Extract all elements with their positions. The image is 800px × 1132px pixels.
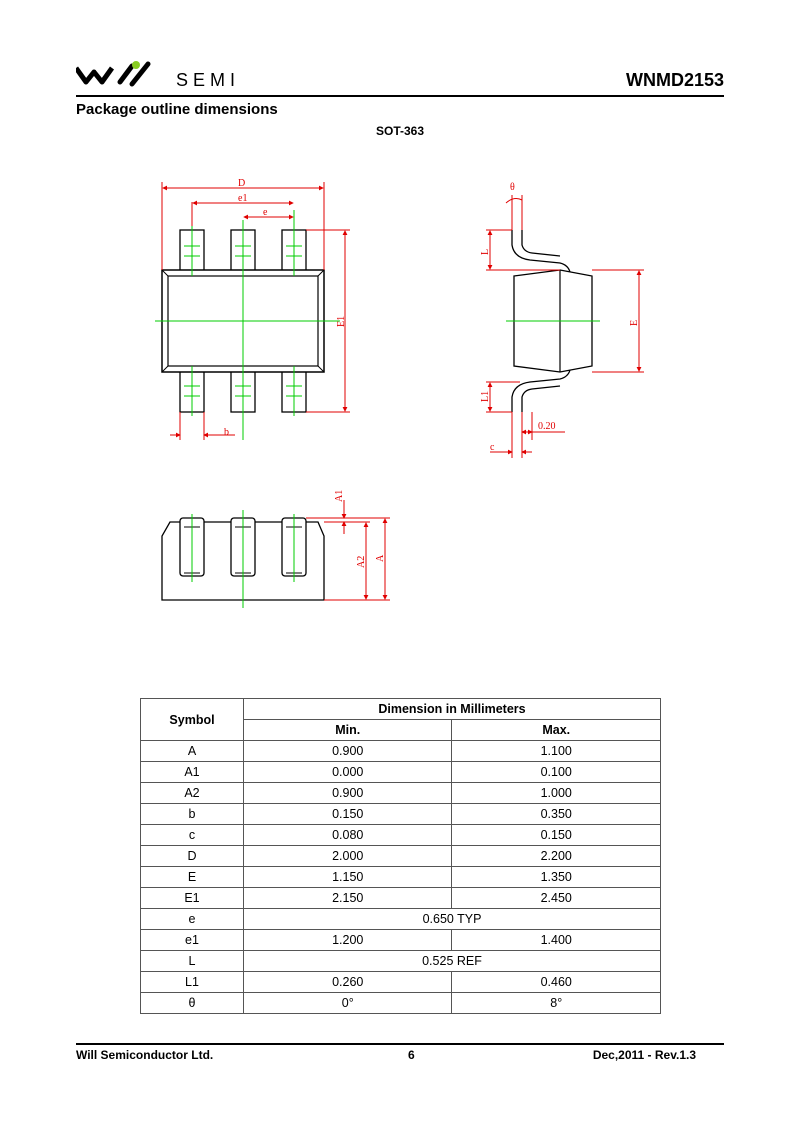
symbol-cell: D	[141, 846, 244, 867]
symbol-cell: e1	[141, 930, 244, 951]
table-row	[141, 972, 661, 993]
max-value-cell: 8°	[452, 993, 661, 1014]
symbol-cell: L	[141, 951, 244, 972]
max-value-cell: 1.400	[452, 930, 661, 951]
typical-value-cell: 0.650 TYP	[244, 909, 661, 930]
max-value-cell: 0.100	[452, 762, 661, 783]
footer-divider	[76, 1043, 724, 1045]
max-value-cell: 0.460	[452, 972, 661, 993]
table-row	[141, 930, 661, 951]
dim-label-L: L	[480, 248, 491, 255]
footer-company: Will Semiconductor Ltd.	[76, 1048, 214, 1062]
table-row	[141, 783, 661, 804]
min-value-cell: 0°	[244, 993, 452, 1014]
end-view	[162, 490, 390, 608]
symbol-cell: E1	[141, 888, 244, 909]
min-value-cell: 0.000	[244, 762, 452, 783]
dim-label-gauge: 0.20	[538, 421, 556, 432]
dim-label-A2: A2	[356, 555, 367, 568]
dim-label-E1: E1	[336, 315, 347, 327]
min-value-cell: 2.150	[244, 888, 452, 909]
min-value-cell: 0.150	[244, 804, 452, 825]
page-number: 6	[408, 1048, 415, 1062]
dimension-table-body	[141, 741, 661, 1014]
dim-label-A: A	[375, 554, 386, 562]
min-value-cell: 2.000	[244, 846, 452, 867]
dim-label-b: b	[224, 427, 229, 438]
symbol-cell: A2	[141, 783, 244, 804]
dimension-group-header: Dimension in Millimeters	[244, 699, 661, 720]
min-value-cell: 1.200	[244, 930, 452, 951]
revision-info: Dec,2011 - Rev.1.3	[592, 1048, 696, 1062]
table-row	[141, 825, 661, 846]
dim-label-theta: θ	[510, 182, 515, 193]
dim-label-c: c	[490, 442, 495, 453]
min-header: Min.	[244, 720, 452, 741]
dim-label-L1: L1	[480, 390, 491, 402]
typical-value-cell: 0.525 REF	[244, 951, 661, 972]
table-row	[141, 909, 661, 930]
table-row	[141, 741, 661, 762]
symbol-cell: b	[141, 804, 244, 825]
max-value-cell: 1.000	[452, 783, 661, 804]
table-row	[141, 846, 661, 867]
min-value-cell: 0.260	[244, 972, 452, 993]
top-view	[155, 178, 350, 440]
dim-label-e: e	[263, 207, 268, 218]
part-number: WNMD2153	[625, 70, 724, 90]
table-row	[141, 867, 661, 888]
max-value-cell: 1.100	[452, 741, 661, 762]
min-value-cell: 0.900	[244, 741, 452, 762]
table-row	[141, 888, 661, 909]
max-value-cell: 0.150	[452, 825, 661, 846]
table-row	[141, 951, 661, 972]
symbol-cell: e	[141, 909, 244, 930]
table-row	[141, 804, 661, 825]
symbol-cell: L1	[141, 972, 244, 993]
symbol-header: Symbol	[141, 699, 244, 741]
dim-label-D: D	[238, 178, 246, 189]
symbol-cell: θ	[141, 993, 244, 1014]
table-row	[141, 762, 661, 783]
max-value-cell: 0.350	[452, 804, 661, 825]
table-row	[141, 993, 661, 1014]
max-value-cell: 2.200	[452, 846, 661, 867]
min-value-cell: 0.900	[244, 783, 452, 804]
symbol-cell: A	[141, 741, 244, 762]
section-title: Package outline dimensions	[76, 101, 278, 118]
min-value-cell: 0.080	[244, 825, 452, 846]
symbol-cell: A1	[141, 762, 244, 783]
side-view	[480, 182, 644, 458]
max-value-cell: 2.450	[452, 888, 661, 909]
min-value-cell: 1.150	[244, 867, 452, 888]
logo-text: SEMI	[176, 70, 241, 90]
dim-label-e1: e1	[238, 193, 248, 204]
max-value-cell: 1.350	[452, 867, 661, 888]
dimension-table	[140, 698, 661, 1014]
max-header: Max.	[452, 720, 661, 741]
dim-label-E: E	[629, 319, 640, 326]
symbol-cell: E	[141, 867, 244, 888]
package-name: SOT-363	[375, 124, 425, 138]
dim-label-A1: A1	[334, 489, 345, 502]
symbol-cell: c	[141, 825, 244, 846]
